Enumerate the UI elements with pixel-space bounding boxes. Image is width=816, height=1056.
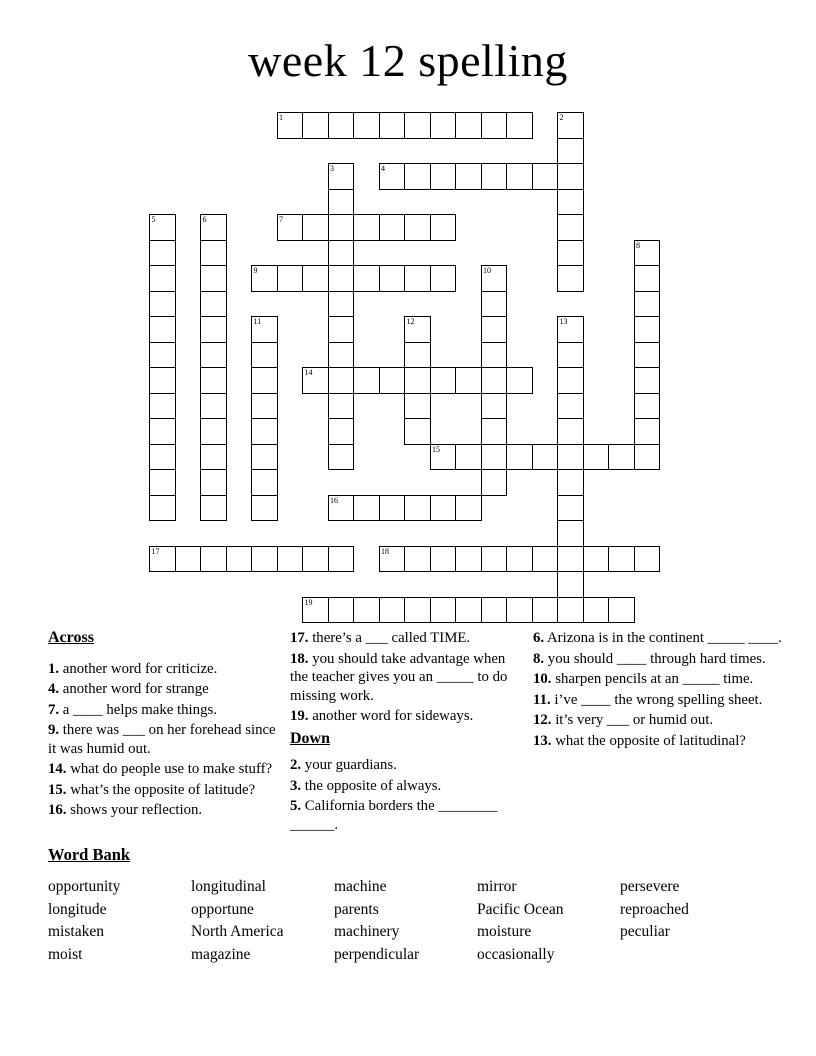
crossword-cell[interactable]	[430, 597, 457, 624]
clue-item: 12. it’s very ___ or humid out.	[533, 712, 714, 728]
crossword-cell[interactable]	[557, 112, 584, 139]
crossword-cell[interactable]	[404, 393, 431, 420]
clue-number: 10.	[533, 671, 552, 687]
clue-number: 7.	[48, 701, 60, 718]
word-bank-word: moist	[48, 945, 83, 963]
down-heading: Down	[290, 729, 331, 747]
clue-item: 13. what the opposite of latitudinal?	[533, 732, 746, 749]
clue-number: 17.	[290, 630, 309, 646]
cell-number: 4	[381, 164, 385, 173]
crossword-cell[interactable]	[404, 418, 431, 445]
word-bank-column	[334, 876, 477, 966]
word-bank-word: North America	[191, 923, 284, 940]
crossword-cell[interactable]	[455, 546, 482, 573]
crossword-cell[interactable]	[149, 342, 176, 369]
crossword-cell[interactable]	[557, 214, 584, 241]
crossword-cell[interactable]	[328, 214, 355, 241]
crossword-cell[interactable]	[200, 316, 227, 343]
crossword-cell[interactable]	[379, 214, 406, 241]
crossword-cell[interactable]	[634, 291, 661, 318]
down-clue-list-continued	[533, 629, 785, 750]
clue-item: 15. what’s the opposite of latitude?	[48, 781, 256, 798]
cell-number: 18	[381, 546, 389, 556]
crossword-cell[interactable]	[149, 418, 176, 445]
crossword-cell[interactable]	[481, 546, 508, 573]
clue-item: 16. shows your reflection.	[48, 802, 203, 818]
crossword-cell[interactable]	[302, 367, 329, 394]
crossword-cell[interactable]	[353, 597, 380, 624]
clue-number: 12.	[533, 712, 552, 728]
crossword-cell[interactable]	[149, 546, 176, 573]
crossword-cell[interactable]	[353, 367, 380, 394]
word-bank-word: mistaken	[48, 923, 104, 940]
crossword-cell[interactable]	[557, 444, 584, 471]
cell-number: 5	[151, 215, 156, 224]
crossword-cell[interactable]	[200, 240, 227, 267]
crossword-cell[interactable]	[149, 291, 176, 318]
clue-item: 2. your guardians.	[290, 757, 397, 773]
crossword-cell[interactable]	[404, 163, 431, 190]
word-bank-word: longitude	[48, 900, 107, 918]
word-bank-word: peculiar	[620, 923, 670, 940]
crossword-cell[interactable]	[328, 240, 355, 267]
crossword-cell[interactable]	[328, 495, 355, 522]
crossword-cell[interactable]	[481, 444, 508, 471]
crossword-cell[interactable]	[404, 495, 431, 522]
word-bank-word: occasionally	[477, 945, 555, 963]
crossword-cell[interactable]	[634, 418, 661, 445]
clue-column-right	[533, 629, 785, 752]
across-heading: Across	[48, 629, 94, 646]
word-bank-section	[48, 845, 793, 966]
cell-number: 19	[304, 597, 313, 607]
crossword-cell[interactable]	[557, 240, 584, 267]
crossword-cell[interactable]	[277, 546, 304, 573]
crossword-cell[interactable]	[506, 597, 533, 624]
clue-item: 6. Arizona is in the continent _____ ____.	[533, 630, 782, 646]
crossword-cell[interactable]	[430, 444, 457, 471]
crossword-cell[interactable]	[200, 265, 227, 292]
crossword-cell[interactable]	[404, 367, 431, 394]
crossword-cell[interactable]	[404, 597, 431, 624]
clue-number: 14.	[48, 761, 67, 777]
word-bank-word: parents	[334, 900, 379, 918]
clue-column-left	[48, 629, 281, 822]
clue-number: 19.	[290, 708, 309, 724]
crossword-cell[interactable]	[149, 444, 176, 471]
crossword-cell[interactable]	[557, 342, 584, 369]
crossword-cell[interactable]	[302, 265, 329, 292]
clue-item: 4. another word for strange	[48, 681, 209, 697]
crossword-cell[interactable]	[379, 546, 406, 573]
crossword-cell[interactable]	[251, 342, 278, 369]
crossword-cell[interactable]	[175, 546, 202, 573]
crossword-cell[interactable]	[149, 367, 176, 394]
crossword-cell[interactable]	[481, 367, 508, 394]
crossword-cell[interactable]	[328, 163, 355, 190]
across-clue-list	[48, 660, 281, 820]
crossword-cell[interactable]	[277, 265, 304, 292]
word-bank-columns	[48, 876, 793, 966]
word-bank-word: mirror	[477, 878, 517, 895]
crossword-cell[interactable]	[506, 444, 533, 471]
clue-column-middle	[290, 629, 525, 836]
word-bank-word: longitudinal	[191, 878, 266, 895]
crossword-cell[interactable]	[328, 367, 355, 394]
crossword-cell[interactable]	[430, 265, 457, 292]
clue-item: 18. you should take advantage when the teacher gives you an _____ to do missing work.	[290, 650, 508, 704]
crossword-cell[interactable]	[302, 214, 329, 241]
crossword-cell[interactable]	[353, 112, 380, 139]
crossword-cell[interactable]	[277, 214, 304, 241]
word-bank-word: persevere	[620, 878, 680, 895]
crossword-cell[interactable]	[430, 367, 457, 394]
crossword-cell[interactable]	[532, 163, 559, 190]
word-bank-column	[191, 876, 334, 966]
crossword-cell[interactable]	[481, 265, 508, 292]
crossword-cell[interactable]	[481, 393, 508, 420]
crossword-cell[interactable]	[634, 546, 661, 573]
crossword-cell[interactable]	[455, 163, 482, 190]
crossword-cell[interactable]	[251, 367, 278, 394]
clue-item: 17. there’s a ___ called TIME.	[290, 630, 471, 646]
cell-number: 7	[279, 215, 283, 224]
crossword-cell[interactable]	[200, 393, 227, 420]
word-bank-word: moisture	[477, 923, 532, 940]
clue-number: 6.	[533, 630, 545, 646]
crossword-cell[interactable]	[583, 597, 610, 624]
down-clue-list	[290, 756, 525, 834]
crossword-cell[interactable]	[251, 418, 278, 445]
cell-number: 6	[202, 215, 207, 224]
crossword-cell[interactable]	[149, 265, 176, 292]
crossword-cell[interactable]	[404, 214, 431, 241]
cell-number: 10	[483, 266, 491, 275]
crossword-cell[interactable]	[200, 418, 227, 445]
crossword-cell[interactable]	[481, 291, 508, 318]
crossword-cell[interactable]	[328, 265, 355, 292]
crossword-cell[interactable]	[455, 112, 482, 139]
crossword-cell[interactable]	[557, 571, 584, 598]
cell-number: 8	[636, 240, 640, 250]
crossword-cell[interactable]	[557, 189, 584, 216]
clue-item: 9. there was ___ on her forehead since it was humid out.	[48, 722, 276, 757]
crossword-cell[interactable]	[430, 112, 457, 139]
cell-number: 9	[253, 266, 258, 275]
cell-number: 16	[330, 495, 338, 505]
crossword-cell[interactable]	[328, 444, 355, 471]
crossword-cell[interactable]	[430, 546, 457, 573]
clue-number: 18.	[290, 650, 309, 667]
crossword-cell[interactable]	[302, 597, 329, 624]
word-bank-word: perpendicular	[334, 945, 420, 963]
crossword-cell[interactable]	[379, 265, 406, 292]
crossword-cell[interactable]	[557, 367, 584, 394]
cell-number: 2	[559, 113, 564, 122]
clue-number: 8.	[533, 650, 545, 667]
crossword-cell[interactable]	[200, 546, 227, 573]
crossword-cell[interactable]	[251, 495, 278, 522]
crossword-cell[interactable]	[226, 546, 253, 573]
crossword-cell[interactable]	[557, 393, 584, 420]
crossword-cell[interactable]	[608, 597, 635, 624]
crossword-cell[interactable]	[532, 444, 559, 471]
clue-number: 1.	[48, 660, 60, 677]
clue-number: 11.	[533, 691, 551, 708]
crossword-cell[interactable]	[200, 444, 227, 471]
crossword-cell[interactable]	[506, 163, 533, 190]
clue-number: 15.	[48, 781, 67, 798]
crossword-cell[interactable]	[481, 316, 508, 343]
crossword-cell[interactable]	[481, 342, 508, 369]
crossword-cell[interactable]	[481, 469, 508, 496]
crossword-cell[interactable]	[149, 214, 176, 241]
crossword-cell[interactable]	[328, 597, 355, 624]
cell-number: 11	[253, 317, 262, 326]
cell-number: 1	[279, 113, 283, 122]
crossword-cell[interactable]	[506, 546, 533, 573]
crossword-cell[interactable]	[328, 112, 355, 139]
word-bank-word: opportune	[191, 900, 254, 918]
crossword-cell[interactable]	[251, 546, 278, 573]
crossword-cell[interactable]	[404, 342, 431, 369]
crossword-cell[interactable]	[277, 112, 304, 139]
clue-number: 9.	[48, 722, 60, 738]
clue-item: 5. California borders the ________ ______.	[290, 798, 498, 833]
crossword-cell[interactable]	[251, 469, 278, 496]
cell-number: 17	[151, 546, 160, 556]
clue-number: 16.	[48, 802, 67, 818]
crossword-cell[interactable]	[481, 112, 508, 139]
crossword-cell[interactable]	[430, 495, 457, 522]
clue-number: 5.	[290, 798, 302, 814]
crossword-cell[interactable]	[557, 163, 584, 190]
crossword-cell[interactable]	[404, 546, 431, 573]
crossword-cell[interactable]	[557, 495, 584, 522]
clue-item: 7. a ____ helps make things.	[48, 701, 217, 718]
word-bank-heading: Word Bank	[48, 845, 131, 864]
crossword-cell[interactable]	[328, 418, 355, 445]
crossword-cell[interactable]	[200, 495, 227, 522]
crossword-cell[interactable]	[328, 291, 355, 318]
word-bank-word: reproached	[620, 900, 689, 918]
crossword-cell[interactable]	[149, 316, 176, 343]
crossword-cell[interactable]	[328, 393, 355, 420]
crossword-cell[interactable]	[634, 316, 661, 343]
clue-item: 14. what do people use to make stuff?	[48, 761, 273, 777]
cell-number: 15	[432, 444, 440, 454]
crossword-cell[interactable]	[557, 520, 584, 547]
page-title: week 12 spelling	[248, 35, 568, 86]
crossword-cell[interactable]	[302, 112, 329, 139]
clue-item: 10. sharpen pencils at an _____ time.	[533, 671, 754, 687]
crossword-cell[interactable]	[251, 316, 278, 343]
crossword-cell[interactable]	[634, 367, 661, 394]
clue-item: 1. another word for criticize.	[48, 660, 218, 677]
crossword-cell[interactable]	[149, 495, 176, 522]
crossword-cell[interactable]	[557, 469, 584, 496]
crossword-cell[interactable]	[353, 265, 380, 292]
crossword-cell[interactable]	[149, 240, 176, 267]
crossword-cell[interactable]	[200, 291, 227, 318]
crossword-cell[interactable]	[251, 393, 278, 420]
crossword-cell[interactable]	[455, 495, 482, 522]
crossword-cell[interactable]	[328, 316, 355, 343]
crossword-cell[interactable]	[557, 138, 584, 165]
crossword-cell[interactable]	[379, 597, 406, 624]
crossword-cell[interactable]	[455, 367, 482, 394]
cell-number: 3	[330, 164, 334, 173]
crossword-cell[interactable]	[200, 367, 227, 394]
crossword-cell[interactable]	[557, 546, 584, 573]
across-clue-list-continued	[290, 629, 525, 726]
crossword-cell[interactable]	[532, 546, 559, 573]
crossword-cell[interactable]	[328, 189, 355, 216]
crossword-cell[interactable]	[353, 214, 380, 241]
crossword-cell[interactable]	[404, 316, 431, 343]
crossword-cell[interactable]	[506, 367, 533, 394]
crossword-cell[interactable]	[302, 546, 329, 573]
crossword-cell[interactable]	[583, 444, 610, 471]
clue-item: 3. the opposite of always.	[290, 777, 442, 794]
word-bank-column	[477, 876, 620, 966]
crossword-cell[interactable]	[379, 495, 406, 522]
crossword-cell[interactable]	[200, 342, 227, 369]
crossword-cell[interactable]	[328, 342, 355, 369]
crossword-cell[interactable]	[379, 163, 406, 190]
word-bank-column	[48, 876, 191, 966]
crossword-cell[interactable]	[634, 342, 661, 369]
crossword-cell[interactable]	[481, 597, 508, 624]
crossword-cell[interactable]	[200, 214, 227, 241]
crossword-cell[interactable]	[481, 418, 508, 445]
crossword-grid	[149, 112, 669, 632]
crossword-cell[interactable]	[608, 546, 635, 573]
clue-item: 11. i’ve ____ the wrong spelling sheet.	[533, 691, 763, 708]
word-bank-word: magazine	[191, 945, 251, 963]
crossword-cell[interactable]	[634, 240, 661, 267]
crossword-cell[interactable]	[481, 163, 508, 190]
clue-number: 13.	[533, 732, 552, 749]
crossword-cell[interactable]	[583, 546, 610, 573]
crossword-cell[interactable]	[251, 444, 278, 471]
word-bank-word: machinery	[334, 923, 400, 940]
crossword-cell[interactable]	[430, 163, 457, 190]
crossword-cell[interactable]	[200, 469, 227, 496]
crossword-cell[interactable]	[251, 265, 278, 292]
crossword-cell[interactable]	[379, 112, 406, 139]
crossword-cell[interactable]	[557, 597, 584, 624]
crossword-cell[interactable]	[557, 265, 584, 292]
crossword-cell[interactable]	[634, 393, 661, 420]
word-bank-column	[620, 876, 763, 966]
crossword-cell[interactable]	[149, 469, 176, 496]
crossword-cell[interactable]	[634, 444, 661, 471]
crossword-cell[interactable]	[353, 495, 380, 522]
crossword-cell[interactable]	[455, 597, 482, 624]
crossword-cell[interactable]	[328, 546, 355, 573]
crossword-cell[interactable]	[379, 367, 406, 394]
crossword-cell[interactable]	[634, 265, 661, 292]
word-bank-word: machine	[334, 878, 387, 895]
crossword-cell[interactable]	[149, 393, 176, 420]
crossword-cell[interactable]	[455, 444, 482, 471]
clue-item: 8. you should ____ through hard times.	[533, 650, 766, 667]
cell-number: 12	[406, 317, 415, 326]
word-bank-word: Pacific Ocean	[477, 900, 564, 918]
word-bank-word: opportunity	[48, 878, 121, 895]
crossword-cell[interactable]	[404, 112, 431, 139]
cell-number: 13	[559, 317, 568, 326]
crossword-cell[interactable]	[608, 444, 635, 471]
crossword-cell[interactable]	[532, 597, 559, 624]
crossword-cell[interactable]	[557, 418, 584, 445]
crossword-cell[interactable]	[557, 316, 584, 343]
cell-number: 14	[304, 368, 313, 377]
crossword-cell[interactable]	[430, 214, 457, 241]
clue-number: 2.	[290, 757, 302, 773]
clue-number: 3.	[290, 777, 302, 794]
crossword-cell[interactable]	[404, 265, 431, 292]
clue-item: 19. another word for sideways.	[290, 708, 474, 724]
crossword-cell[interactable]	[506, 112, 533, 139]
clue-number: 4.	[48, 681, 60, 697]
